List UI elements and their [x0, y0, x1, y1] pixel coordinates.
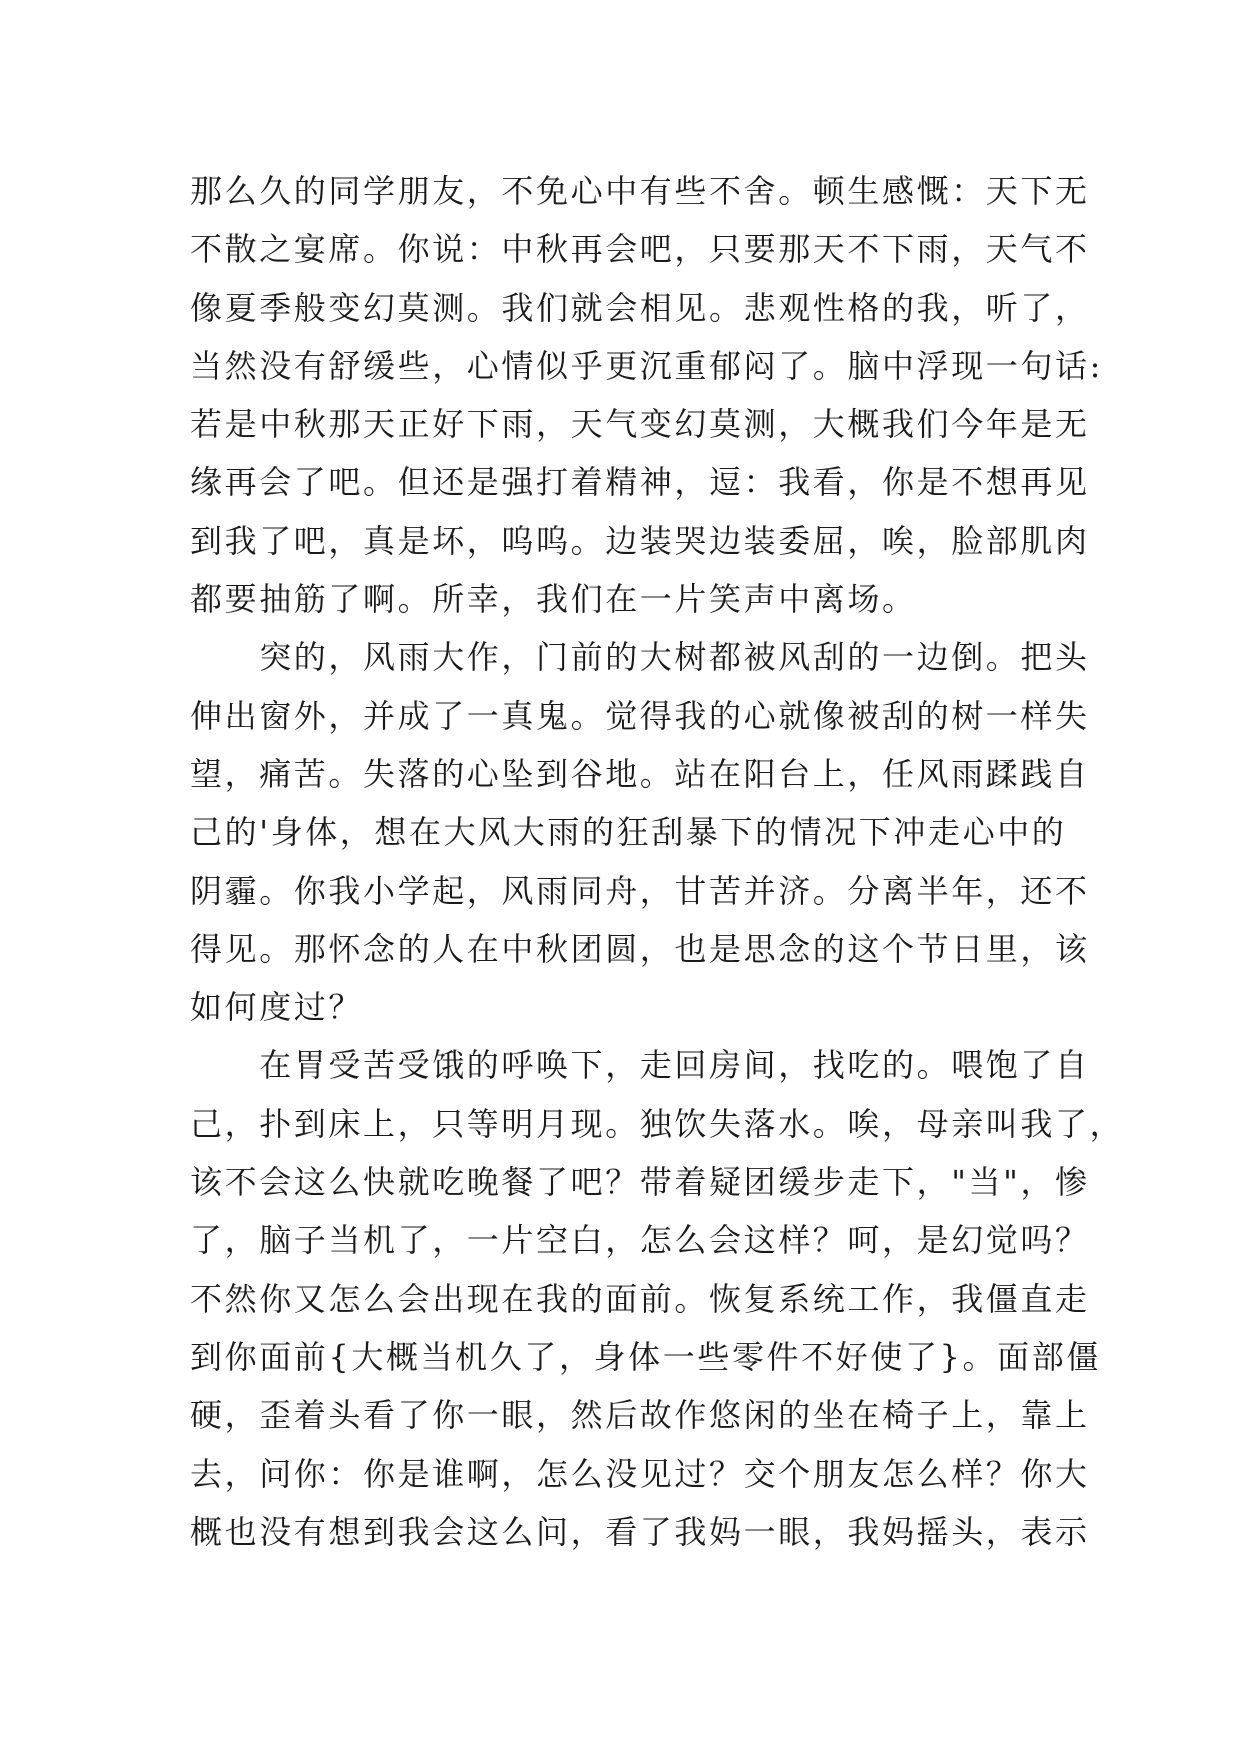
text-line: 望，痛苦。失落的心坠到谷地。站在阳台上，任风雨蹂践自 — [190, 754, 1090, 793]
text-line: 若是中秋那天正好下雨，天气变幻莫测，大概我们今年是无 — [190, 405, 1090, 444]
text-line: 那么久的同学朋友，不免心中有些不舍。顿生感慨：天下无 — [190, 172, 1090, 210]
text-line: 去，问你：你是谁啊，怎么没见过？交个朋友怎么样？你大 — [190, 1454, 1090, 1493]
text-line: 伸出窗外，并成了一真鬼。觉得我的心就像被刮的树一样失 — [190, 696, 1090, 735]
text-line: 像夏季般变幻莫测。我们就会相见。悲观性格的我，听了， — [190, 288, 1090, 327]
text-line: 己，扑到床上，只等明月现。独饮失落水。唉，母亲叫我了， — [190, 1104, 1125, 1143]
text-line: 都要抽筋了啊。所幸，我们在一片笑声中离场。 — [190, 580, 917, 619]
text-line: 硬，歪着头看了你一眼，然后故作悠闲的坐在椅子上，靠上 — [190, 1396, 1090, 1435]
text-line: 得见。那怀念的人在中秋团圆，也是思念的这个节日里，该 — [190, 929, 1090, 968]
body-text — [190, 162, 1125, 1561]
text-line: 该不会这么快就吃晚餐了吧？带着疑团缓步走下，"当"，惨 — [190, 1163, 1090, 1202]
text-line: 了，脑子当机了，一片空白，怎么会这样？呵，是幻觉吗？ — [190, 1221, 1090, 1260]
text-line: 概也没有想到我会这么问，看了我妈一眼，我妈摇头，表示 — [190, 1512, 1090, 1551]
text-line: 到我了吧，真是坏，呜呜。边装哭边装委屈，唉，脸部肌肉 — [190, 521, 1090, 560]
text-line: 到你面前{大概当机久了，身体一些零件不好使了}。面部僵 — [190, 1337, 1101, 1376]
text-line: 不然你又怎么会出现在我的面前。恢复系统工作，我僵直走 — [190, 1279, 1090, 1318]
text-line: 当然没有舒缓些，心情似乎更沉重郁闷了。脑中浮现一句话: — [190, 346, 1103, 385]
text-line: 突的，风雨大作，门前的大树都被风刮的一边倒。把头 — [190, 638, 1090, 677]
text-line: 不散之宴席。你说：中秋再会吧，只要那天不下雨，天气不 — [190, 230, 1090, 269]
text-line: 己的'身体，想在大风大雨的狂刮暴下的情况下冲走心中的 — [190, 813, 1067, 852]
text-line: 缘再会了吧。但还是强打着精神，逗：我看，你是不想再见 — [190, 463, 1090, 502]
text-line: 在胃受苦受饿的呼唤下，走回房间，找吃的。喂饱了自 — [190, 1046, 1090, 1085]
text-line: 阴霾。你我小学起，风雨同舟，甘苦并济。分离半年，还不 — [190, 871, 1090, 910]
text-line: 如何度过？ — [190, 988, 364, 1027]
